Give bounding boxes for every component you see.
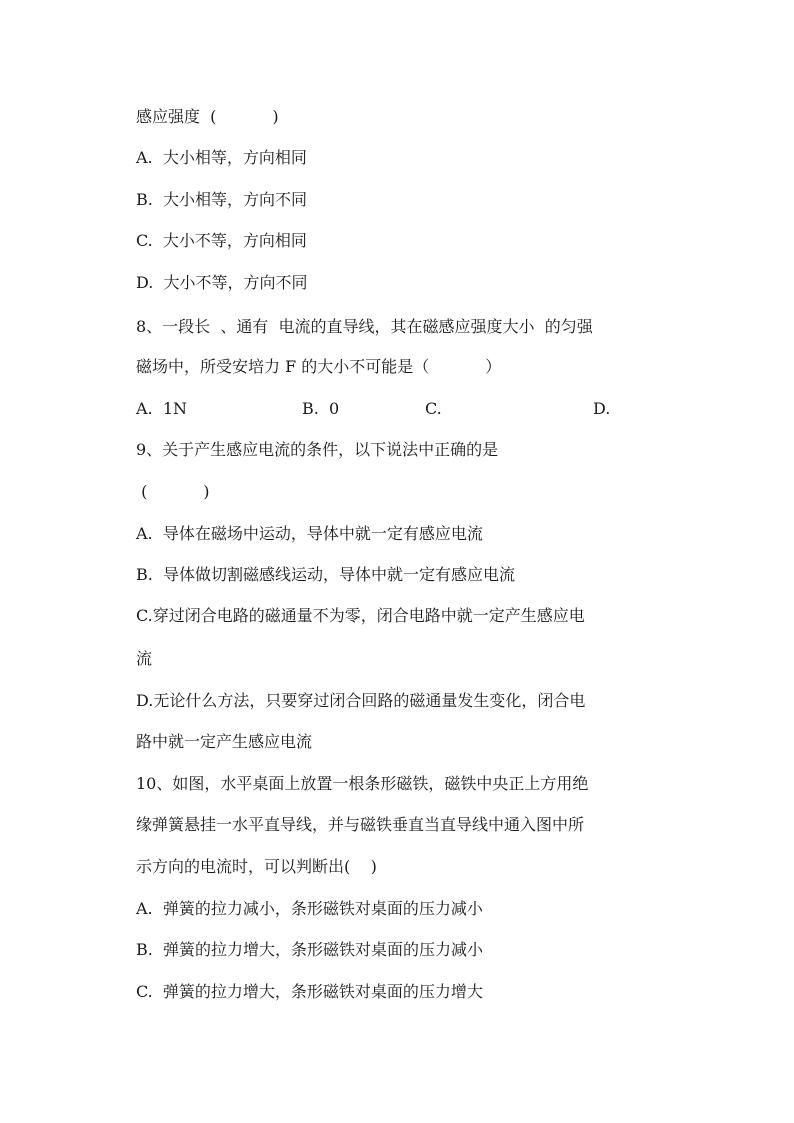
q10-stem-line2: 缘弹簧悬挂一水平直导线，并与磁铁垂直当直导线中通入图中所 xyxy=(136,815,585,834)
q9-option-c-line2: 流 xyxy=(136,649,153,668)
q7-stem-tail: 感应强度 ( ) xyxy=(136,107,279,126)
q10-option-a: A. 弹簧的拉力减小，条形磁铁对桌面的压力减小 xyxy=(136,899,483,918)
q10-stem-line1: 10、如图，水平桌面上放置一根条形磁铁，磁铁中央正上方用绝 xyxy=(136,774,589,793)
q8-option-a: A. 1N xyxy=(136,399,187,418)
q9-answer-blank: ( ) xyxy=(136,482,210,501)
q7-option-b: B. 大小相等，方向不同 xyxy=(136,190,308,209)
q9-option-d-line2: 路中就一定产生感应电流 xyxy=(136,732,313,751)
q9-option-a: A. 导体在磁场中运动，导体中就一定有感应电流 xyxy=(136,524,483,543)
q8-options-row xyxy=(136,399,666,419)
q9-option-b: B. 导体做切割磁感线运动，导体中就一定有感应电流 xyxy=(136,565,516,584)
q9-stem: 9、关于产生感应电流的条件，以下说法中正确的是 xyxy=(136,440,499,459)
q9-option-d-line1: D.无论什么方法，只要穿过闭合回路的磁通量发生变化，闭合电 xyxy=(136,691,586,710)
q8-stem-line1: 8、一段长 、通有 电流的直导线，其在磁感应强度大小 的匀强 xyxy=(136,317,593,336)
q10-option-c: C. 弹簧的拉力增大，条形磁铁对桌面的压力增大 xyxy=(136,982,483,1001)
q9-option-c-line1: C.穿过闭合电路的磁通量不为零，闭合电路中就一定产生感应电 xyxy=(136,606,585,625)
q8-stem-line2: 磁场中，所受安培力 F 的大小不可能是（ ） xyxy=(136,357,502,376)
q10-option-b: B. 弹簧的拉力增大，条形磁铁对桌面的压力减小 xyxy=(136,940,484,959)
q10-stem-line3: 示方向的电流时，可以判断出( ) xyxy=(136,857,377,876)
q7-option-d: D. 大小不等，方向不同 xyxy=(136,273,308,292)
q7-option-a: A. 大小相等，方向相同 xyxy=(136,148,307,167)
q8-option-b: B. 0 xyxy=(302,399,340,418)
q8-option-d: D. xyxy=(593,399,611,418)
q8-option-c: C. xyxy=(425,399,442,418)
q7-option-c: C. 大小不等，方向相同 xyxy=(136,231,307,250)
